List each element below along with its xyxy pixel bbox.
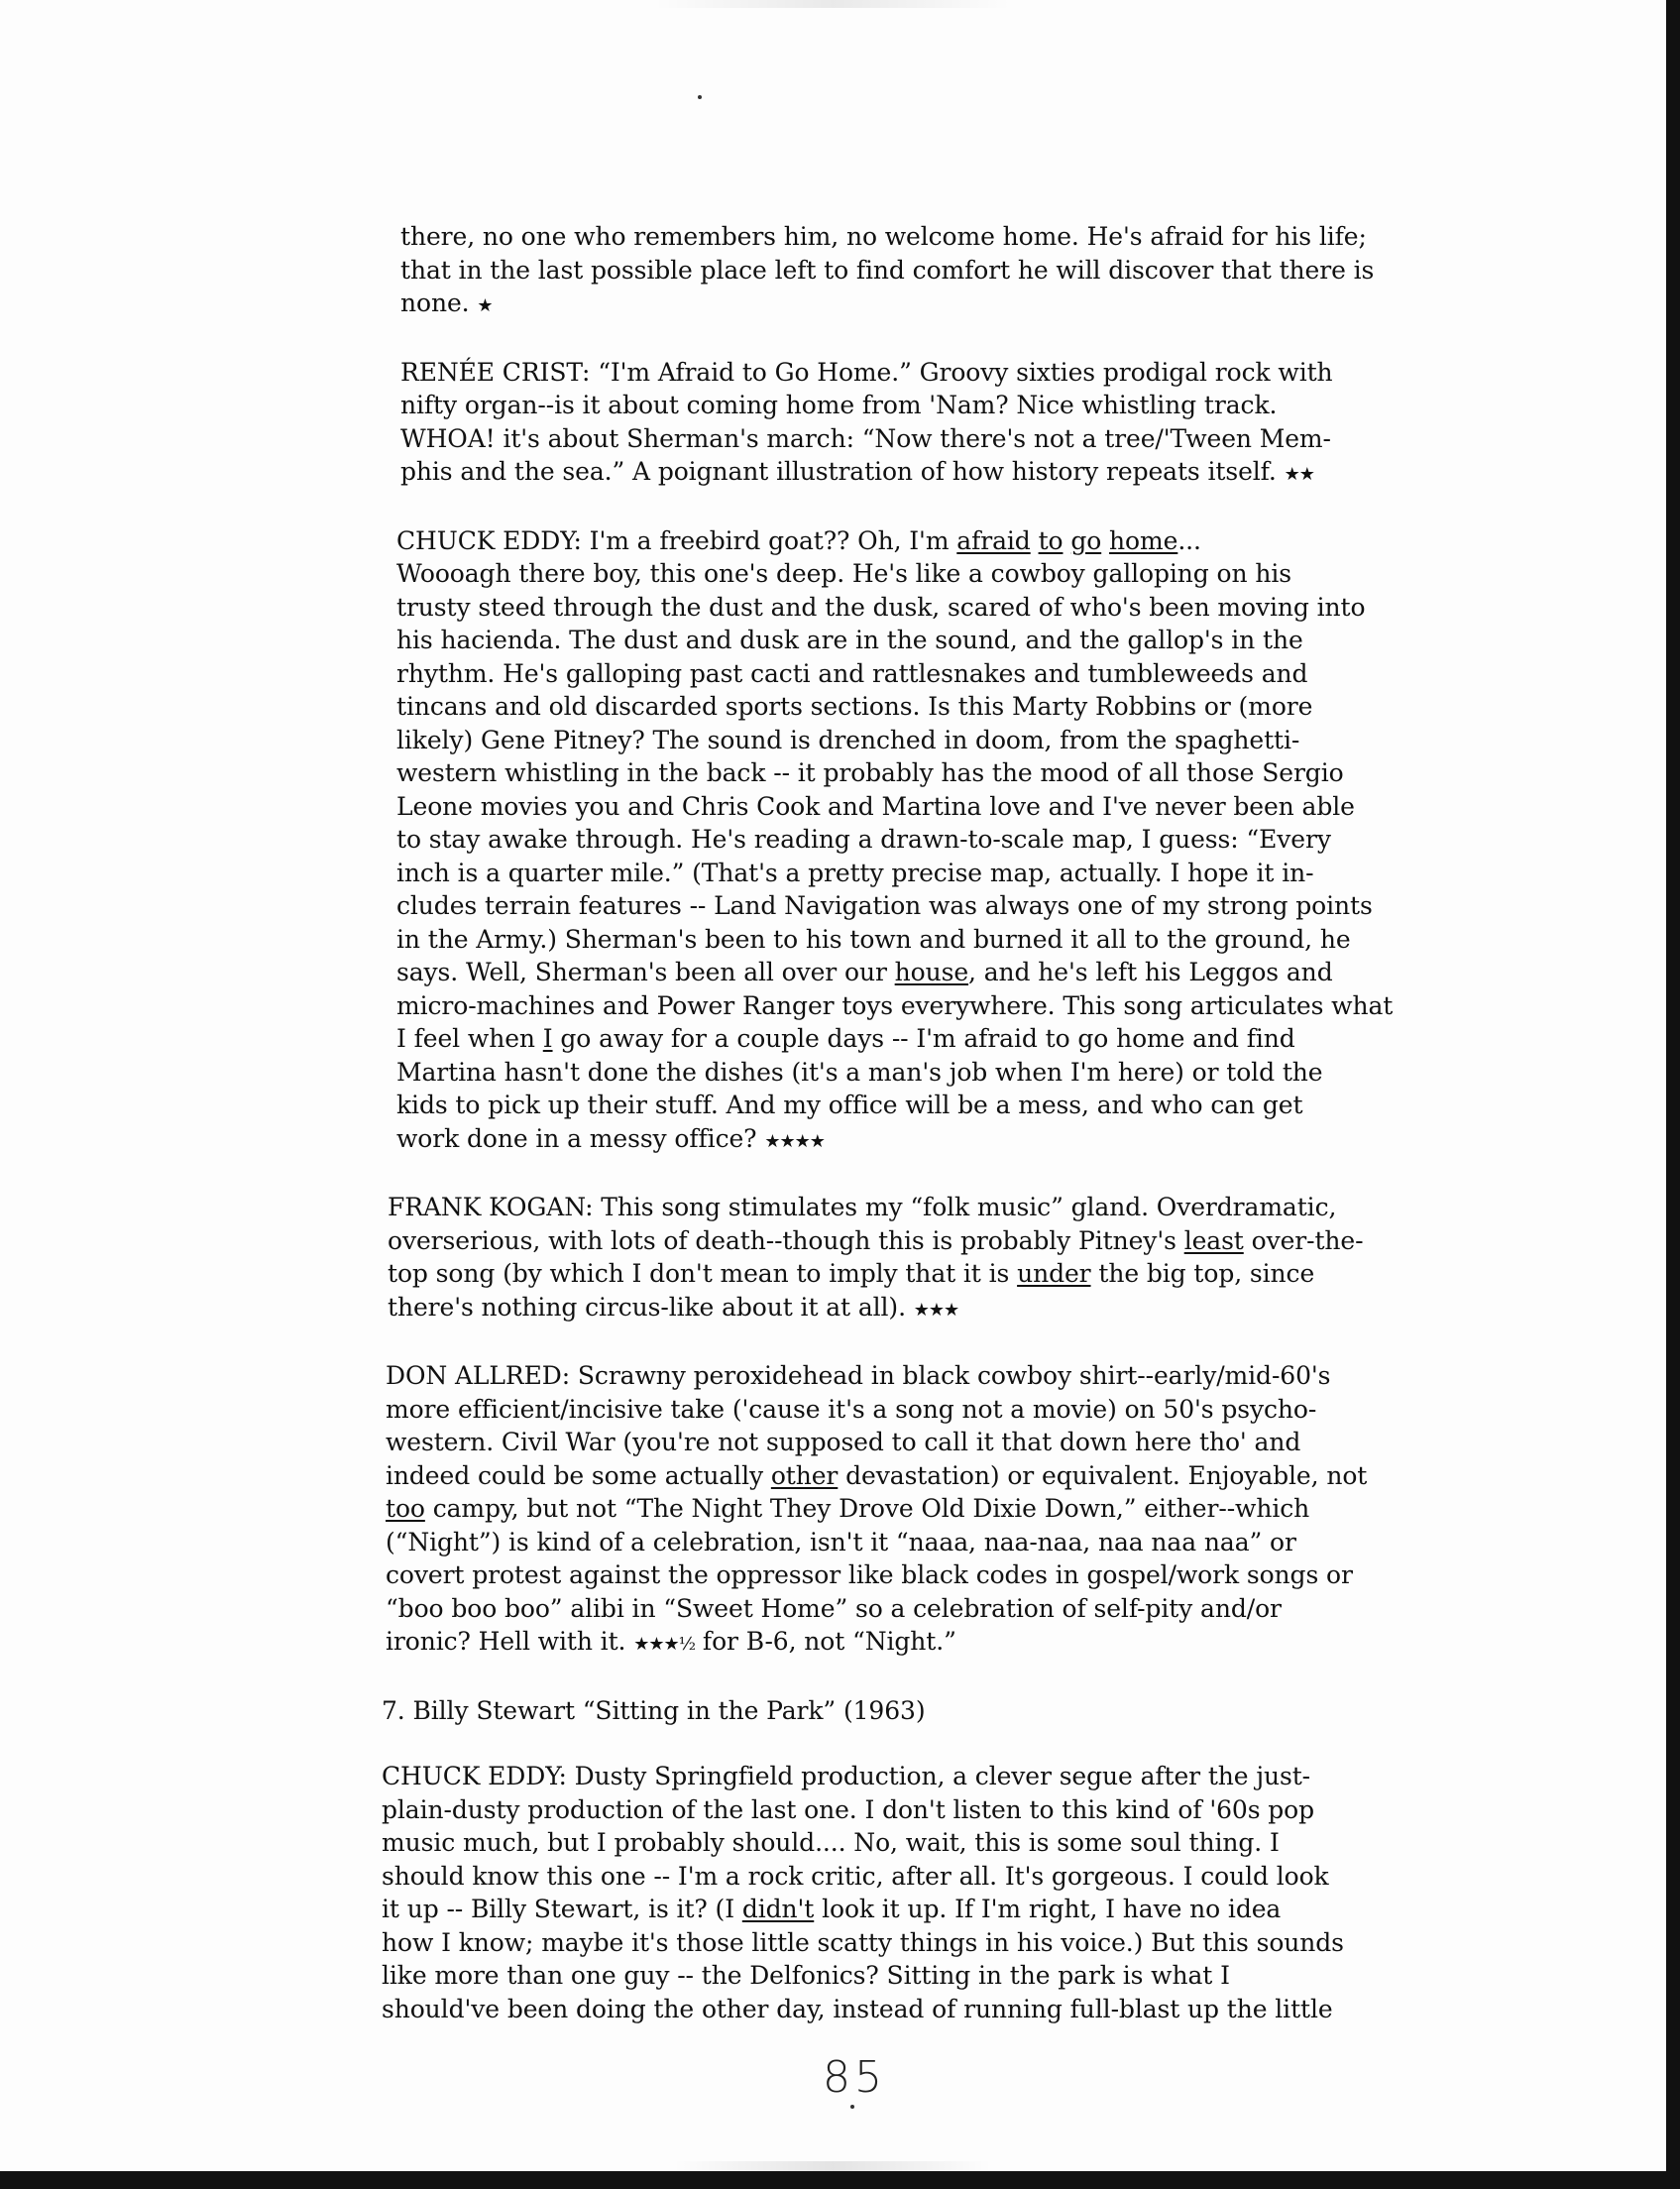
paragraph-renee-crist <box>400 356 1447 492</box>
text-line: tincans and old discarded sports sections. Is this Marty Robbins or (more <box>396 692 1313 721</box>
paragraph-don-allred <box>386 1359 1447 1662</box>
text-line: Martina hasn't done the dishes (it's a man's job when I'm here) or told the <box>396 1057 1323 1087</box>
text-line: DON ALLRED: Scrawny peroxidehead in black cowboy shirt--early/mid-60's <box>386 1361 1331 1390</box>
text-line: ironic? Hell with it. ★★★½ for B-6, not “Night.” <box>386 1627 956 1656</box>
underlined-text: house <box>894 958 969 986</box>
underlined-text: least <box>1183 1225 1244 1255</box>
text-line: how I know; maybe it's those little scatty things in his voice.) But this sounds <box>382 1927 1344 1957</box>
text-line: should've been doing the other day, instead of running full-blast up the little <box>382 1994 1333 2023</box>
text-line: like more than one guy -- the Delfonics? Sitting in the park is what I <box>382 1961 1230 1990</box>
text-line: overserious, with lots of death--though this is probably Pitney's least over-the- <box>388 1225 1364 1255</box>
star-rating: ★★★ <box>913 1299 959 1321</box>
text-line: western. Civil War (you're not supposed to call it that down here tho' and <box>386 1428 1301 1456</box>
text-line: RENÉE CRIST: “I'm Afraid to Go Home.” Groovy sixties prodigal rock with <box>400 357 1333 387</box>
text-line: music much, but I probably should.... No, wait, this is some soul thing. I <box>382 1828 1280 1857</box>
underlined-text: go <box>1070 525 1102 555</box>
star-rating: ★★ <box>1284 464 1314 485</box>
scan-artifact-bottom <box>674 2161 991 2171</box>
text-line: it up -- Billy Stewart, is it? (I didn't look it up. If I'm right, I have no idea <box>382 1895 1282 1923</box>
text-line: says. Well, Sherman's been all over our house, and he's left his Leggos and <box>396 958 1333 986</box>
text-line: “boo boo boo” alibi in “Sweet Home” so a celebration of self-pity and/or <box>386 1593 1282 1623</box>
underlined-text: too <box>386 1494 425 1523</box>
song-heading <box>382 1694 1447 1728</box>
scan-speck <box>850 2105 854 2109</box>
text-line: more efficient/incisive take ('cause it's a song not a movie) on 50's psycho- <box>386 1394 1317 1424</box>
star-rating: ★★★★ <box>764 1130 825 1152</box>
text-line: (“Night”) is kind of a celebration, isn't it “naaa, naa-naa, naa naa naa” or <box>386 1527 1296 1556</box>
text-line: western whistling in the back -- it probably has the mood of all those Sergio <box>396 758 1344 787</box>
text-line: trusty steed through the dust and the dusk, scared of who's been moving into <box>396 592 1366 622</box>
text-line: likely) Gene Pitney? The sound is drenched in doom, from the spaghetti- <box>396 725 1300 754</box>
underlined-text: afraid <box>956 525 1031 555</box>
text-line: there's nothing circus-like about it at all). ★★★ <box>388 1292 959 1322</box>
underlined-text: didn't <box>741 1895 815 1923</box>
text-line: micro-machines and Power Ranger toys everywhere. This song articulates what <box>396 990 1394 1020</box>
text-line: cludes terrain features -- Land Navigation was always one of my strong points <box>396 891 1373 920</box>
page-number: 85 <box>823 2052 886 2103</box>
text-line: rhythm. He's galloping past cacti and rattlesnakes and tumbleweeds and <box>396 658 1308 688</box>
text-line: CHUCK EDDY: Dusty Springfield production, a clever segue after the just- <box>382 1762 1311 1790</box>
text-line: in the Army.) Sherman's been to his town and burned it all to the ground, he <box>396 924 1351 954</box>
paragraph-chuck-eddy-1 <box>396 524 1447 1159</box>
text-line: inch is a quarter mile.” (That's a pretty precise map, actually. I hope it in- <box>396 858 1314 887</box>
text-line: plain-dusty production of the last one. I don't listen to this kind of '60s pop <box>382 1794 1315 1824</box>
scan-speck <box>698 95 702 99</box>
text-line: I feel when I go away for a couple days -- I'm afraid to go home and find <box>396 1024 1295 1053</box>
text-line: nifty organ--is it about coming home from 'Nam? Nice whistling track. <box>400 391 1278 419</box>
underlined-text: home <box>1109 525 1178 555</box>
text-line: WHOA! it's about Sherman's march: “Now there's not a tree/'Tween Mem- <box>400 423 1331 453</box>
text-line: none. ★ <box>400 288 493 317</box>
text-line: phis and the sea.” A poignant illustration of how history repeats itself. ★★ <box>400 457 1314 486</box>
text-line: work done in a messy office? ★★★★ <box>396 1123 825 1153</box>
scan-artifact-top <box>654 0 1011 8</box>
star-rating: ★★★½ <box>633 1634 696 1655</box>
underlined-text: to <box>1038 525 1064 555</box>
text-line: Woooagh there boy, this one's deep. He's like a cowboy galloping on his <box>396 559 1291 588</box>
paragraph-chuck-eddy-2 <box>382 1760 1447 2025</box>
paragraph-frank-kogan <box>388 1191 1447 1326</box>
text-line: CHUCK EDDY: I'm a freebird goat?? Oh, I'm afraid to go home... <box>396 525 1201 555</box>
text-line: 7. Billy Stewart “Sitting in the Park” (1963) <box>382 1695 926 1725</box>
text-line: top song (by which I don't mean to imply that it is under the big top, since <box>388 1259 1315 1288</box>
star-rating: ★ <box>477 295 493 316</box>
underlined-text: under <box>1017 1259 1091 1288</box>
text-line: indeed could be some actually other devastation) or equivalent. Enjoyable, not <box>386 1460 1368 1490</box>
paragraph-continuation <box>400 220 1447 323</box>
text-line: there, no one who remembers him, no welcome home. He's afraid for his life; <box>400 222 1367 251</box>
text-line: too campy, but not “The Night They Drove Old Dixie Down,” either--which <box>386 1494 1310 1523</box>
text-line: FRANK KOGAN: This song stimulates my “folk music” gland. Overdramatic, <box>388 1193 1337 1221</box>
underlined-text: other <box>770 1460 839 1490</box>
underlined-text: I <box>542 1024 553 1053</box>
text-line: Leone movies you and Chris Cook and Martina love and I've never been able <box>396 791 1355 821</box>
text-line: should know this one -- I'm a rock critic, after all. It's gorgeous. I could look <box>382 1861 1329 1891</box>
text-line: to stay awake through. He's reading a drawn-to-scale map, I guess: “Every <box>396 825 1331 854</box>
text-line: his hacienda. The dust and dusk are in the sound, and the gallop's in the <box>396 626 1303 654</box>
text-line: kids to pick up their stuff. And my office will be a mess, and who can get <box>396 1091 1303 1119</box>
text-line: covert protest against the oppressor like black codes in gospel/work songs or <box>386 1560 1353 1589</box>
document-body <box>382 220 1447 2058</box>
text-line: that in the last possible place left to find comfort he will discover that there is <box>400 255 1375 285</box>
